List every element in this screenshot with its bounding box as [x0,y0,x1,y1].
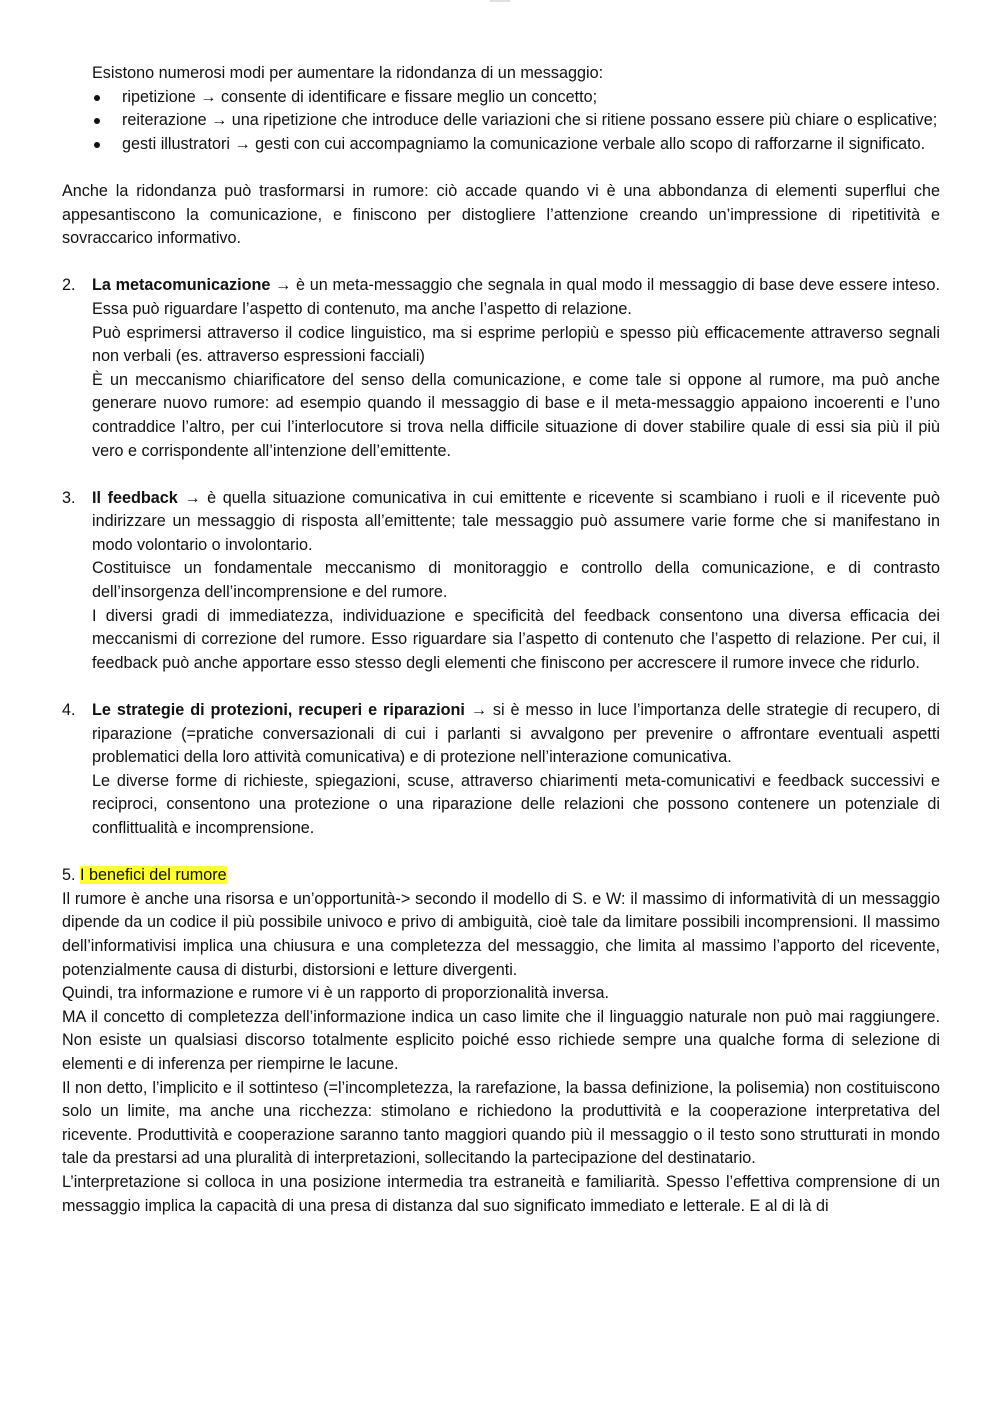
section-number: 3. [62,488,76,507]
intro-lead: Esistono numerosi modi per aumentare la ridondanza di un messaggio: [92,64,604,82]
section-5-heading: 5. I benefici del rumore [62,866,227,885]
section-paragraph: Il non detto, l’implicito e il sottinteso (=l’incompletezza, la rarefazione, la bassa definizione, la polisemia) non costituiscono solo un limite, ma anche una ricchezza: stimolano e richiedono la produttività e la cooperazione interpretativa del ricevente. Produttività e cooperazione saranno tanto maggiori quando più il messaggio o il testo sono strutturati in mondo tale da prestarsi ad una pluralità di interpretazioni, sollecitando la partecipazione del destinatario. [62,1078,940,1168]
page-header-mark [490,0,510,2]
bullet-icon [94,118,100,124]
section-paragraph: Le diverse forme di richieste, spiegazioni, scuse, attraverso chiarimenti meta-comunicativi e feedback successivi e reciproci, consentono una protezione o una riparazione delle relazioni che possono contenere un potenziale di conflittualità e incomprensione. [92,771,940,837]
highlighted-title: I benefici del rumore [80,866,227,885]
bullet-icon [94,95,100,101]
section-paragraph: MA il concetto di completezza dell’informazione indica un caso limite che il linguaggio naturale non può mai raggiungere. Non esiste un qualsiasi discorso totalmente esplicito poiché esso richiede sempre una qualche forma di selezione di elementi e di inferenza per riempirne le lacune. [62,1007,940,1073]
section-strategies: 4. Le strategie di protezioni, recuperi e riparazioni → si è messo in luce l’importanza delle strategie di recupero, di riparazione (=pratiche conversazionali di cui i parlanti si avvalgono per prevenire o affrontare eventuali aspetti problematici della loro attività comunicativa) e di protezione nell’interazione comunicativa. Le diverse forme di richieste, spiegazioni, scuse, attraverso chiarimenti meta-comunicativi e feedback successivi e reciproci, consentono una protezione o una riparazione delle relazioni che possono contenere un potenziale di conflittualità e incomprensione. [62,699,940,841]
list-item: reiterazione → una ripetizione che introduce delle variazioni che si ritiene possano essere più chiare o esplicative; [92,109,940,133]
bullet-icon [94,142,100,148]
section-paragraph: Quindi, tra informazione e rumore vi è un rapporto di proporzionalità inversa. [62,984,610,1003]
redundancy-list [62,86,940,157]
section-title: Le strategie di protezioni, recuperi e riparazioni [92,701,465,720]
document-page [62,62,940,1218]
redundancy-noise-paragraph: Anche la ridondanza può trasformarsi in rumore: ciò accade quando vi è una abbondanza di elementi superflui che appesantiscono la comunicazione, e finiscono per distogliere l’attenzione creando un’impressione di ripetitività e sovraccarico informativo. [62,181,940,248]
section-paragraph: Costituisce un fondamentale meccanismo di monitoraggio e controllo della comunicazione, e di contrasto dell’insorgenza dell’incomprensione e del rumore. [92,559,940,602]
section-number: 2. [62,276,76,295]
section-feedback: 3. Il feedback → è quella situazione comunicativa in cui emittente e ricevente si scambiano i ruoli e il ricevente può indirizzare un messaggio di risposta all’emittente; tale messaggio può assumere varie forme che si manifestano in modo volontario o involontario. Costituisce un fondamentale meccanismo di monitoraggio e controllo della comunicazione, e di contrasto dell’insorgenza dell’incomprensione e del rumore. I diversi gradi di immediatezza, individuazione e specificità del feedback consentono una diversa efficacia dei meccanismi di correzione del rumore. Esso riguardare sia l’aspetto di contenuto che l’aspetto di relazione. Per cui, il feedback può anche apportare esso stesso degli elementi che finiscono per accrescere il rumore invece che ridurlo. [62,487,940,676]
section-metacommunication: 2. La metacomunicazione → è un meta-messaggio che segnala in qual modo il messaggio di base deve essere inteso. Essa può riguardare l’aspetto di contenuto, ma anche l’aspetto di relazione. Può esprimersi attraverso il codice linguistico, ma si esprime perlopiù e spesso più efficacemente attraverso segnali non verbali (es. attraverso espressioni facciali) È un meccanismo chiarificatore del senso della comunicazione, e come tale si oppone al rumore, ma può anche generare nuovo rumore: ad esempio quando il messaggio di base e il meta-messaggio appaiono incoerenti e l’uno contraddice l’altro, per cui l’interlocutore si trova nella difficile situazione di dover stabilire quale di essi sia più il più vero e corrispondente all’intenzione dell’emittente. [62,274,940,463]
section-paragraph: Può esprimersi attraverso il codice linguistico, ma si esprime perlopiù e spesso più efficacemente attraverso segnali non verbali (es. attraverso espressioni facciali) [92,323,940,366]
section-paragraph: Il rumore è anche una risorsa e un’opportunità-> secondo il modello di S. e W: il massimo di informatività di un messaggio dipende da un codice il più possibile univoco e privo di ambiguità, cioè tale da limitare possibili incomprensioni. Il massimo dell’informativisi implica una chiusura e una completezza del messaggio, che limita al massimo l’apporto del ricevente, potenzialmente causa di disturbi, distorsioni e letture divergenti. [62,889,940,979]
list-item: ripetizione → consente di identificare e fissare meglio un concetto; [92,86,940,110]
section-paragraph: L’interpretazione si colloca in una posizione intermedia tra estraneità e familiarità. Spesso l’effettiva comprensione di un messaggio implica la capacità di una presa di distanza dal suo significato immediato e letterale. E al di là di [62,1172,940,1215]
section-title: La metacomunicazione [92,276,271,295]
list-item: gesti illustratori → gesti con cui accompagniamo la comunicazione verbale allo scopo di rafforzarne il significato. [92,133,940,157]
section-paragraph: È un meccanismo chiarificatore del senso della comunicazione, e come tale si oppone al rumore, ma può anche generare nuovo rumore: ad esempio quando il messaggio di base e il meta-messaggio appaiono incoerenti e l’uno contraddice l’altro, per cui l’interlocutore si trova nella difficile situazione di dover stabilire quale di essi sia più il più vero e corrispondente all’intenzione dell’emittente. [92,370,940,460]
section-number: 4. [62,701,76,720]
section-paragraph: I diversi gradi di immediatezza, individuazione e specificità del feedback consentono una diversa efficacia dei meccanismi di correzione del rumore. Esso riguardare sia l’aspetto di contenuto che l’aspetto di relazione. Per cui, il feedback può anche apportare esso stesso degli elementi che finiscono per accrescere il rumore invece che ridurlo. [92,606,940,672]
section-title: Il feedback [92,488,178,507]
